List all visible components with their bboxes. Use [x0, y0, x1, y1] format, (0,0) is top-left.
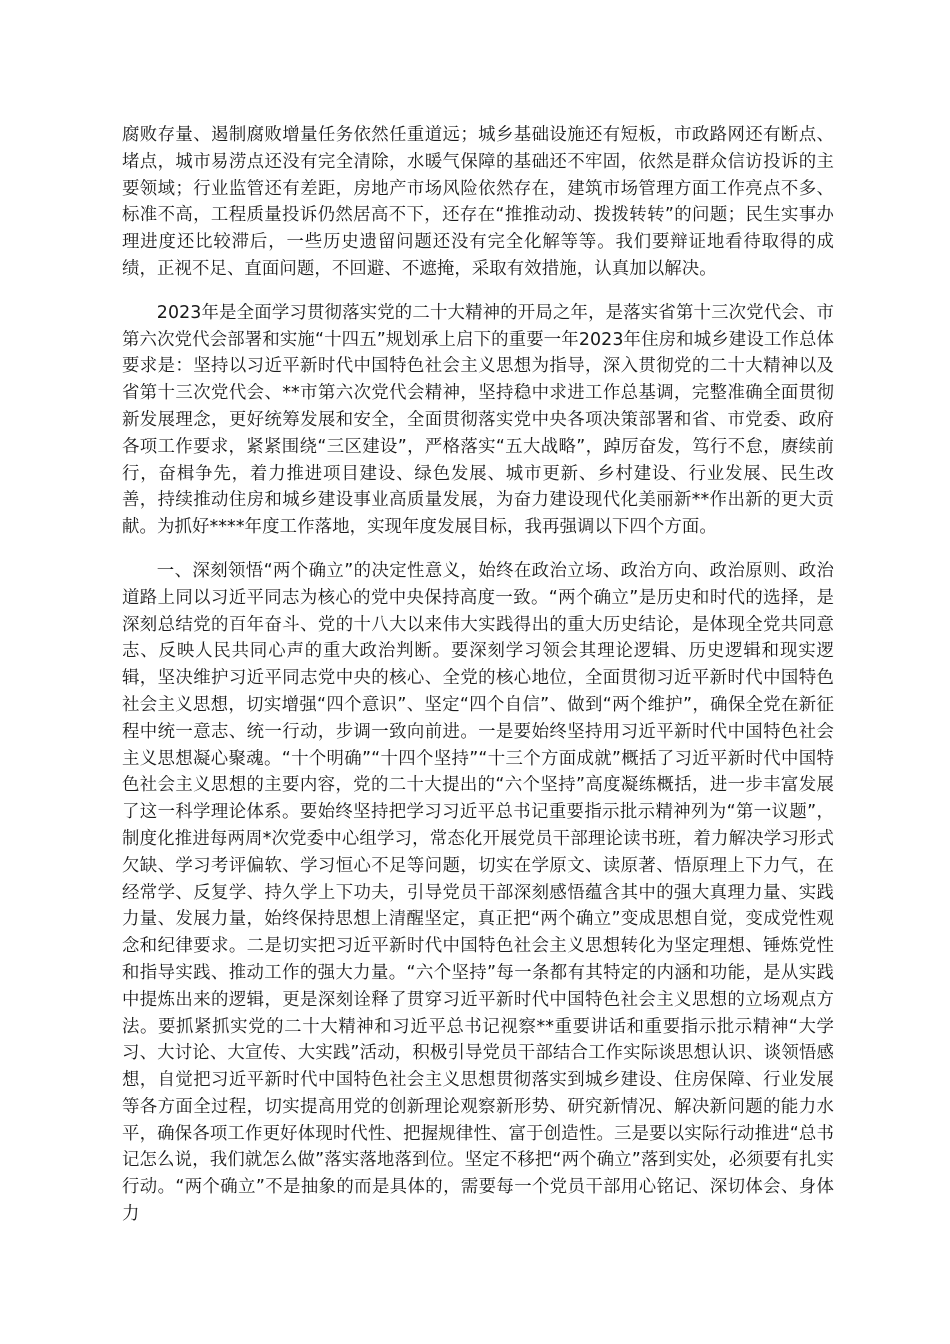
paragraph-section-one: 一、深刻领悟“两个确立”的决定性意义，始终在政治立场、政治方向、政治原则、政治道路上同以习近平同志为核心的党中央保持高度一致。“两个确立”是历史和时代的选择，是深刻总结党的百年奋斗、党的十八大以来伟大实践得出的重大历史结论，是体现全党共同意志、反映人民共同心声的重大政治判断。要深刻学习领会其理论逻辑、历史逻辑和现实逻辑，坚决维护习近平同志党中央的核心、全党的核心地位，全面贯彻习近平新时代中国特色社会主义思想，切实增强“四个意识”、坚定“四个自信”、做到“两个维护”，确保全党在新征程中统一意志、统一行动，步调一致向前进。一是要始终坚持用习近平新时代中国特色社会主义思想凝心聚魂。“十个明确”“十四个坚持”“十三个方面成就”概括了习近平新时代中国特色社会主义思想的主要内容，党的二十大提出的“六个坚持”高度凝练概括，进一步丰富发展了这一科学理论体系。要始终坚持把学习习近平总书记重要指示批示精神列为“第一议题”，制度化推进每两周*次党委中心组学习，常态化开展党员干部理论读书班，着力解决学习形式欠缺、学习考评偏软、学习恒心不足等问题，切实在学原文、读原著、悟原理上下力气，在经常学、反复学、持久学上下功夫，引导党员干部深刻感悟蕴含其中的强大真理力量、实践力量、发展力量，始终保持思想上清醒坚定，真正把“两个确立”变成思想自觉，变成党性观念和纪律要求。二是切实把习近平新时代中国特色社会主义思想转化为坚定理想、锤炼党性和指导实践、推动工作的强大力量。“六个坚持”每一条都有其特定的内涵和功能，是从实践中提炼出来的逻辑，更是深刻诠释了贯穿习近平新时代中国特色社会主义思想的立场观点方法。要抓紧抓实党的二十大精神和习近平总书记视察**重要讲话和重要指示批示精神“大学习、大讨论、大宣传、大实践”活动，积极引导党员干部结合工作实际谈思想认识、谈领悟感想，自觉把习近平新时代中国特色社会主义思想贯彻落实到城乡建设、住房保障、行业发展等各方面全过程，切实提高用党的创新理论观察新形势、研究新情况、解决新问题的能力水平，确保各项工作更好体现时代性、把握规律性、富于创造性。三是要以实际行动推进“总书记怎么说，我们就怎么做”落实落地落到位。坚定不移把“两个确立”落到实处，必须要有扎实行动。“两个确立”不是抽象的而是具体的，需要每一个党员干部用心铭记、深切体会、身体力: [122, 560, 834, 1225]
paragraph-annual-requirements: 2023年是全面学习贯彻落实党的二十大精神的开局之年，是落实省第十三次党代会、市第六次党代会部署和实施“十四五”规划承上启下的重要一年2023年住房和城乡建设工作总体要求是：坚持以习近平新时代中国特色社会主义思想为指导，深入贯彻党的二十大精神以及省第十三次党代会、**市第六次党代会精神，坚持稳中求进工作总基调，完整准确全面贯彻新发展理念，更好统筹发展和安全，全面贯彻落实党中央各项决策部署和省、市党委、政府各项工作要求，紧紧围绕“三区建设”，严格落实“五大战略”，踔厉奋发，笃行不怠，赓续前行，奋楫争先，着力推进项目建设、绿色发展、城市更新、乡村建设、行业发展、民生改善，持续推动住房和城乡建设事业高质量发展，为奋力建设现代化美丽新**作出新的更大贡献。为抓好****年度工作落地，实现年度发展目标，我再强调以下四个方面。: [122, 302, 834, 538]
document-body: [122, 122, 834, 1228]
paragraph-continuation: 腐败存量、遏制腐败增量任务依然任重道远；城乡基础设施还有短板，市政路网还有断点、堵点，城市易涝点还没有完全清除，水暖气保障的基础还不牢固，依然是群众信访投诉的主要领域；行业监管还有差距，房地产市场风险依然存在，建筑市场管理方面工作亮点不多、标准不高，工程质量投诉仍然居高不下，还存在“推推动动、拨拨转转”的问题；民生实事办理进度还比较滞后，一些历史遗留问题还没有完全化解等等。我们要辩证地看待取得的成绩，正视不足、直面问题，不回避、不遮掩，采取有效措施，认真加以解决。: [122, 125, 834, 279]
